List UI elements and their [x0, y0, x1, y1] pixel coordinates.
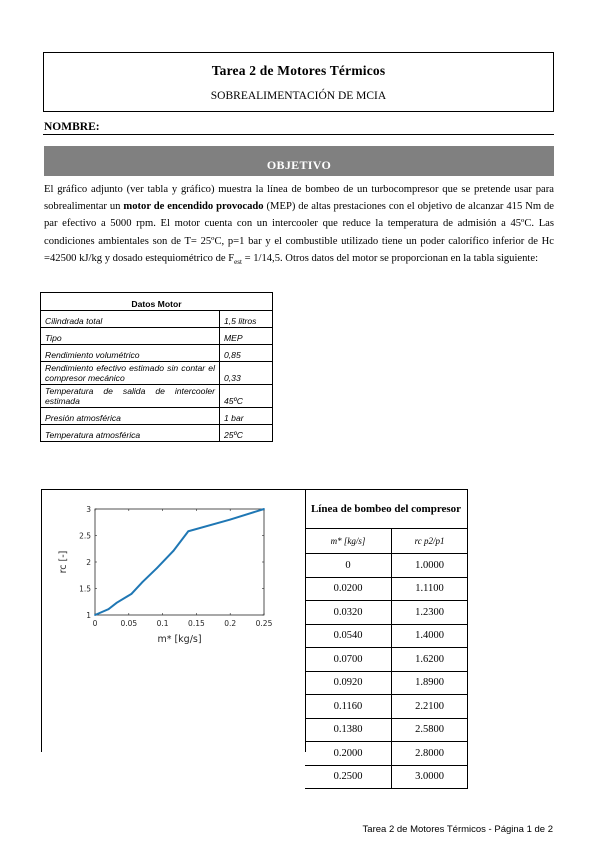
bombeo-cell: 1.0000	[392, 554, 468, 578]
motor-value: MEP	[220, 328, 273, 345]
motor-value: 0,85	[220, 345, 273, 362]
bombeo-chart	[42, 490, 304, 752]
bombeo-cell: 1.8900	[392, 671, 468, 695]
bombeo-cell: 1.4000	[392, 624, 468, 648]
bombeo-cell: 2.5800	[392, 718, 468, 742]
data-point	[187, 530, 189, 532]
page-footer: Tarea 2 de Motores Térmicos - Página 1 de 2	[362, 824, 553, 835]
data-point	[141, 581, 143, 583]
motor-label: Tipo	[41, 328, 220, 345]
motor-label: Temperatura atmosférica	[41, 425, 220, 442]
bombeo-cell: 0.1160	[305, 695, 392, 719]
plot-area	[95, 509, 264, 615]
y-tick-label: 3	[86, 505, 91, 514]
datos-motor-title: Datos Motor	[41, 293, 273, 311]
bombeo-cell: 1.1100	[392, 577, 468, 601]
paragraph-subscript: est	[234, 257, 242, 266]
objetivo-paragraph	[44, 181, 554, 271]
data-point	[108, 608, 110, 610]
bombeo-cell: 1.6200	[392, 648, 468, 672]
bombeo-col1: m* [kg/s]	[305, 529, 392, 554]
bombeo-cell: 0.0700	[305, 648, 392, 672]
nombre-line	[43, 134, 554, 135]
paragraph-bold: motor de encendido provocado	[123, 201, 264, 213]
document-subtitle: SOBREALIMENTACIÓN DE MCIA	[210, 90, 387, 102]
x-tick-label: 0.25	[255, 619, 273, 628]
motor-label: Presión atmosférica	[41, 408, 220, 425]
bombeo-cell: 0.0540	[305, 624, 392, 648]
motor-label: Rendimiento volumétrico	[41, 345, 220, 362]
nombre-label: NOMBRE:	[44, 121, 100, 133]
objetivo-heading: OBJETIVO	[44, 146, 554, 176]
bombeo-cell: 0	[305, 554, 392, 578]
bombeo-cell: 3.0000	[392, 765, 468, 789]
x-tick-label: 0.05	[120, 619, 138, 628]
bombeo-cell: 0.0200	[305, 577, 392, 601]
motor-value: 0,33	[220, 362, 273, 385]
y-tick-label: 2.5	[79, 531, 91, 541]
title-box	[43, 52, 554, 112]
paragraph-part-1: El gráfico adjunto (ver tabla y gráfico) muestra la línea de bombeo de un turbocompresor que se pretende usar para sobrealimentar un	[44, 184, 554, 213]
data-point	[156, 567, 158, 569]
data-point	[263, 508, 265, 510]
data-point	[116, 602, 118, 604]
paragraph-part-2: (MEP) de altas prestaciones con el objetivo de alcanzar 415 Nm de par efectivo a 5000 rpm. El motor cuenta con un intercooler que reduce la temperatura de admisión a 45ºC. Las condiciones ambientales son de T= 25ºC, p=1 bar y el combustible utilizado tiene un poder calorífico inferior de Hc =42500 kJ/kg y dosado estequiométrico de F	[44, 201, 555, 264]
data-point	[229, 519, 231, 521]
bombeo-cell: 2.2100	[392, 695, 468, 719]
bombeo-cell: 1.2300	[392, 601, 468, 625]
bombeo-cell: 0.2000	[305, 742, 392, 766]
motor-value: 1 bar	[220, 408, 273, 425]
data-point	[131, 593, 133, 595]
motor-value: 45ºC	[220, 385, 273, 408]
motor-label: Rendimiento efectivo estimado sin contar el compresor mecánico	[41, 362, 220, 385]
bombeo-table	[305, 489, 468, 789]
x-axis-label: m* [kg/s]	[157, 634, 202, 645]
document-title: Tarea 2 de Motores Térmicos	[211, 63, 386, 78]
bombeo-col2: rc p2/p1	[392, 529, 468, 554]
data-point	[173, 550, 175, 552]
bombeo-cell: 0.2500	[305, 765, 392, 789]
datos-motor-table	[40, 292, 273, 442]
x-tick-label: 0.15	[188, 619, 205, 628]
bombeo-title: Línea de bombeo del compresor	[305, 490, 468, 529]
y-tick-label: 1	[86, 611, 91, 620]
bombeo-cell: 0.0920	[305, 671, 392, 695]
y-tick-label: 2	[86, 558, 91, 567]
motor-value: 25ºC	[220, 425, 273, 442]
x-tick-label: 0.2	[224, 619, 237, 628]
bombeo-cell: 0.1380	[305, 718, 392, 742]
y-tick-label: 1.5	[79, 584, 91, 594]
x-tick-label: 0.1	[156, 619, 169, 628]
chart-frame	[41, 489, 305, 752]
bombeo-cell: 2.8000	[392, 742, 468, 766]
y-axis-label: rc [-]	[58, 550, 69, 574]
bombeo-cell: 0.0320	[305, 601, 392, 625]
paragraph-part-3: = 1/14,5. Otros datos del motor se proporcionan en la tabla siguiente:	[241, 252, 539, 264]
x-tick-label: 0	[92, 619, 98, 628]
motor-label: Cilindrada total	[41, 311, 220, 328]
data-point	[94, 614, 96, 616]
motor-label: Temperatura de salida de intercooler estimada	[41, 385, 220, 408]
motor-value: 1,5 litros	[220, 311, 273, 328]
